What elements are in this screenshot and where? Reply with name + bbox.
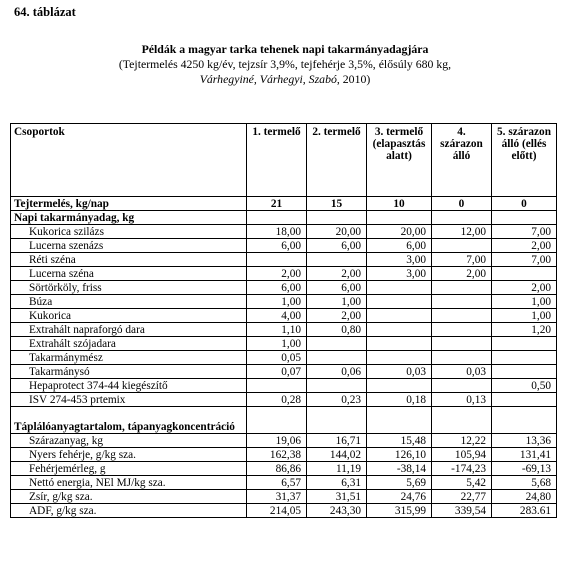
- table-row: [11, 365, 557, 379]
- table-cell: [307, 351, 367, 365]
- table-cell: 0,06: [307, 365, 367, 379]
- table-cell: [247, 379, 307, 393]
- empty-cell: [367, 211, 432, 225]
- feed-name: Lucerna széna: [11, 267, 247, 281]
- table-cell: 0,03: [432, 365, 492, 379]
- caption-title: Példák a magyar tarka tehenek napi takarmányadagjára: [141, 42, 429, 56]
- table-cell: [367, 337, 432, 351]
- nutrient-name: ADF, g/kg sza.: [11, 504, 247, 518]
- table-cell: 315,99: [367, 504, 432, 518]
- table-cell: 162,38: [247, 448, 307, 462]
- caption-conditions: (Tejtermelés 4250 kg/év, tejzsír 3,9%, tejfehérje 3,5%, élősúly 680 kg,: [118, 57, 452, 71]
- table-cell: 3,00: [367, 253, 432, 267]
- table-row: [11, 309, 557, 323]
- milk-yield-value: 10: [367, 197, 432, 211]
- table-cell: [367, 309, 432, 323]
- feed-name: Kukorica szilázs: [11, 225, 247, 239]
- table-cell: [492, 351, 557, 365]
- table-cell: 15,48: [367, 434, 432, 448]
- milk-yield-value: 21: [247, 197, 307, 211]
- table-cell: 24,80: [492, 490, 557, 504]
- nutrient-name: Nettó energia, NEl MJ/kg sza.: [11, 476, 247, 490]
- table-row: [11, 225, 557, 239]
- table-cell: [492, 365, 557, 379]
- feed-name: Hepaprotect 374-44 kiegészítő: [11, 379, 247, 393]
- table-cell: 0,23: [307, 393, 367, 407]
- table-cell: [367, 323, 432, 337]
- table-cell: [492, 337, 557, 351]
- row-label: Tejtermelés, kg/nap: [11, 197, 247, 211]
- table-row: [11, 295, 557, 309]
- table-cell: 1,20: [492, 323, 557, 337]
- table-row: [11, 281, 557, 295]
- table-cell: 19,06: [247, 434, 307, 448]
- feed-name: Lucerna szenázs: [11, 239, 247, 253]
- table-cell: 0,80: [307, 323, 367, 337]
- column-header: 3. termelő (elapasztás alatt): [367, 124, 432, 197]
- table-cell: 7,00: [432, 253, 492, 267]
- table-cell: [367, 351, 432, 365]
- table-cell: 5,68: [492, 476, 557, 490]
- table-cell: 2,00: [247, 267, 307, 281]
- table-row: [11, 267, 557, 281]
- table-cell: [307, 337, 367, 351]
- table-cell: 6,00: [307, 281, 367, 295]
- table-row: [11, 393, 557, 407]
- empty-cell: [432, 211, 492, 225]
- table-cell: 126,10: [367, 448, 432, 462]
- table-cell: 3,00: [367, 267, 432, 281]
- table-cell: 339,54: [432, 504, 492, 518]
- table-cell: 7,00: [492, 225, 557, 239]
- nutrient-name: Zsír, g/kg sza.: [11, 490, 247, 504]
- empty-cell: [247, 211, 307, 225]
- table-cell: 13,36: [492, 434, 557, 448]
- table-cell: [247, 253, 307, 267]
- table-cell: [432, 379, 492, 393]
- section-header-daily-ration: Napi takarmányadag, kg: [11, 211, 247, 225]
- feed-name: Sörtörköly, friss: [11, 281, 247, 295]
- table-cell: 6,00: [247, 239, 307, 253]
- table-cell: 0,50: [492, 379, 557, 393]
- nutrient-name: Szárazanyag, kg: [11, 434, 247, 448]
- table-cell: 12,22: [432, 434, 492, 448]
- table-cell: [367, 295, 432, 309]
- table-cell: 24,76: [367, 490, 432, 504]
- feed-name: Takarmánymész: [11, 351, 247, 365]
- empty-cell: [492, 407, 557, 434]
- table-row: [11, 504, 557, 518]
- table-row: [11, 434, 557, 448]
- table-cell: 1,00: [247, 295, 307, 309]
- table-cell: 6,00: [307, 239, 367, 253]
- table-cell: 1,00: [492, 309, 557, 323]
- nutrient-name: Nyers fehérje, g/kg sza.: [11, 448, 247, 462]
- caption-year: , 2010): [336, 72, 371, 86]
- table-number-label: 64. táblázat: [14, 5, 76, 19]
- table-row: [11, 379, 557, 393]
- table-cell: 2,00: [492, 281, 557, 295]
- table-cell: [367, 379, 432, 393]
- table-cell: -38,14: [367, 462, 432, 476]
- table-cell: [307, 253, 367, 267]
- table-cell: 2,00: [432, 267, 492, 281]
- table-row: [11, 351, 557, 365]
- table-cell: 1,00: [492, 295, 557, 309]
- table-row: [11, 448, 557, 462]
- table-cell: 0,18: [367, 393, 432, 407]
- table-cell: [432, 239, 492, 253]
- caption-authors: Várhegyiné, Várhegyi, Szabó: [199, 72, 337, 86]
- feed-name: Extrahált szójadara: [11, 337, 247, 351]
- table-cell: 2,00: [307, 267, 367, 281]
- ration-table-body: [11, 124, 557, 518]
- table-cell: [432, 337, 492, 351]
- table-caption: [0, 42, 570, 87]
- table-row: [11, 476, 557, 490]
- milk-yield-value: 0: [432, 197, 492, 211]
- ration-table: [10, 123, 557, 518]
- empty-cell: [492, 211, 557, 225]
- table-cell: -174,23: [432, 462, 492, 476]
- table-cell: 2,00: [492, 239, 557, 253]
- table-cell: 6,00: [247, 281, 307, 295]
- table-cell: 105,94: [432, 448, 492, 462]
- empty-cell: [367, 407, 432, 434]
- caption-source: [0, 72, 570, 87]
- table-cell: 31,37: [247, 490, 307, 504]
- milk-yield-value: 15: [307, 197, 367, 211]
- table-cell: 86,86: [247, 462, 307, 476]
- feed-name: ISV 274-453 prtemix: [11, 393, 247, 407]
- table-cell: 6,00: [367, 239, 432, 253]
- table-cell: 243,30: [307, 504, 367, 518]
- empty-cell: [307, 407, 367, 434]
- table-cell: 16,71: [307, 434, 367, 448]
- section-header-nutrients: Táplálóanyagtartalom, tápanyagkoncentráció: [11, 407, 247, 434]
- table-cell: 0,28: [247, 393, 307, 407]
- table-cell: [432, 295, 492, 309]
- table-cell: 1,00: [247, 337, 307, 351]
- table-row: [11, 490, 557, 504]
- table-cell: [432, 351, 492, 365]
- table-cell: 5,69: [367, 476, 432, 490]
- table-cell: 18,00: [247, 225, 307, 239]
- table-cell: 4,00: [247, 309, 307, 323]
- column-header: 4. szárazon álló: [432, 124, 492, 197]
- table-cell: 0,03: [367, 365, 432, 379]
- table-cell: 5,42: [432, 476, 492, 490]
- feed-name: Búza: [11, 295, 247, 309]
- table-cell: 31,51: [307, 490, 367, 504]
- table-cell: 1,10: [247, 323, 307, 337]
- groups-header: Csoportok: [11, 124, 247, 197]
- column-header: 2. termelő: [307, 124, 367, 197]
- table-row: [11, 239, 557, 253]
- table-cell: -69,13: [492, 462, 557, 476]
- feed-name: Réti széna: [11, 253, 247, 267]
- header-row: [11, 124, 557, 197]
- feed-name: Extrahált napraforgó dara: [11, 323, 247, 337]
- feed-name: Takarmánysó: [11, 365, 247, 379]
- table-cell: [307, 379, 367, 393]
- feed-name: Kukorica: [11, 309, 247, 323]
- table-cell: 6,31: [307, 476, 367, 490]
- section-header-row: [11, 211, 557, 225]
- table-cell: [492, 393, 557, 407]
- table-cell: [432, 281, 492, 295]
- table-cell: [432, 323, 492, 337]
- table-cell: 144,02: [307, 448, 367, 462]
- table-cell: 12,00: [432, 225, 492, 239]
- table-cell: 6,57: [247, 476, 307, 490]
- table-cell: 20,00: [307, 225, 367, 239]
- table-cell: 11,19: [307, 462, 367, 476]
- table-cell: [367, 281, 432, 295]
- section-header-row: [11, 407, 557, 434]
- table-cell: [432, 309, 492, 323]
- column-header: 1. termelő: [247, 124, 307, 197]
- milk-yield-value: 0: [492, 197, 557, 211]
- nutrient-name: Fehérjemérleg, g: [11, 462, 247, 476]
- table-cell: 1,00: [307, 295, 367, 309]
- table-cell: [492, 267, 557, 281]
- empty-cell: [432, 407, 492, 434]
- table-cell: 0,05: [247, 351, 307, 365]
- table-cell: 131,41: [492, 448, 557, 462]
- milk-yield-row: [11, 197, 557, 211]
- empty-cell: [247, 407, 307, 434]
- column-header: 5. szárazon álló (ellés előtt): [492, 124, 557, 197]
- table-row: [11, 462, 557, 476]
- table-cell: 22,77: [432, 490, 492, 504]
- table-cell: 2,00: [307, 309, 367, 323]
- table-cell: 7,00: [492, 253, 557, 267]
- table-cell: 283.61: [492, 504, 557, 518]
- empty-cell: [307, 211, 367, 225]
- table-cell: 0,13: [432, 393, 492, 407]
- table-row: [11, 253, 557, 267]
- table-cell: 20,00: [367, 225, 432, 239]
- table-row: [11, 323, 557, 337]
- table-cell: 214,05: [247, 504, 307, 518]
- table-cell: 0,07: [247, 365, 307, 379]
- table-row: [11, 337, 557, 351]
